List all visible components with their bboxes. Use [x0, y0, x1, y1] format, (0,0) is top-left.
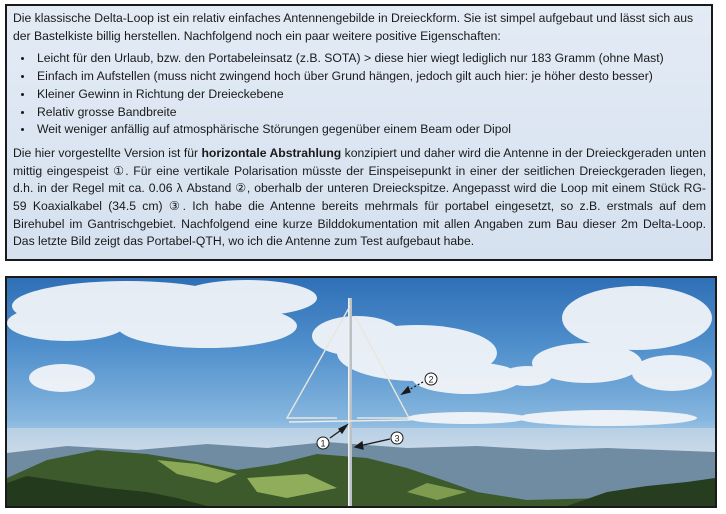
marker-1	[317, 437, 329, 449]
list-item: • Einfach im Aufstellen (muss nicht zwingend hoch über Grund hängen, jedoch gilt auch hier: je höher desto besser)	[34, 68, 706, 86]
marker-2	[425, 373, 437, 385]
list-item: • Kleiner Gewinn in Richtung der Dreieckebene	[34, 86, 706, 104]
description-after: konzipiert und daher wird die Antenne in der Dreieckgeraden unten mittig eingespeist ①. Für eine vertikale Polarisation müsste der Einspeisepunkt in einer der seitlichen Dreieckgeraden liegen, d.h. in der Regel mit ca. 0.06 λ Abstand ②, oberhalb der unteren Dreieckspitze. Angepasst wird die Loop mit einem Stück RG-59 Koaxialkabel (34.5 cm) ③. Ich habe die Antenne bereits mehrmals für portabel eingesetzt, so z.B. erstmals auf dem Birehubel im Gantrischgebiet. Nachfolgend eine kurze Bilddokumentation mit allen Angaben zum Bau dieser 2m Delta-Loop. Das letzte Bild zeigt das Portabel-QTH, wo ich die Antenne zum Test aufgebaut habe.	[13, 145, 706, 249]
intro-paragraph: Die klassische Delta-Loop ist ein relativ einfaches Antennengebilde in Dreieckform. Sie ist simpel aufgebaut und lässt sich aus der Bastelkiste billig herstellen. Nachfolgend noch ein paar weitere positive Eigenschaften:	[13, 11, 694, 43]
description-paragraph	[13, 145, 706, 251]
list-item: • Leicht für den Urlaub, bzw. den Portabeleinsatz (z.B. SOTA) > diese hier wiegt lediglich nur 183 Gramm (ohne Mast)	[34, 50, 706, 68]
marker-3	[391, 432, 403, 444]
list-item: • Weit weniger anfällig auf atmosphärische Störungen gegenüber einem Beam oder Dipol	[34, 121, 706, 139]
marker-2-label: 2	[428, 374, 434, 385]
description-highlight: horizontale Abstrahlung	[201, 145, 342, 160]
feature-list	[13, 50, 706, 139]
marker-1-label: 1	[320, 438, 326, 449]
description-before: Die hier vorgestellte Version ist für	[13, 145, 202, 160]
antenna-photo	[5, 276, 717, 508]
antenna-mast	[348, 298, 352, 506]
list-item: • Relativ grosse Bandbreite	[34, 104, 706, 122]
antenna-photo-scene	[7, 278, 715, 506]
marker-3-label: 3	[394, 433, 400, 444]
description-box	[5, 4, 713, 261]
clouds	[7, 280, 712, 426]
